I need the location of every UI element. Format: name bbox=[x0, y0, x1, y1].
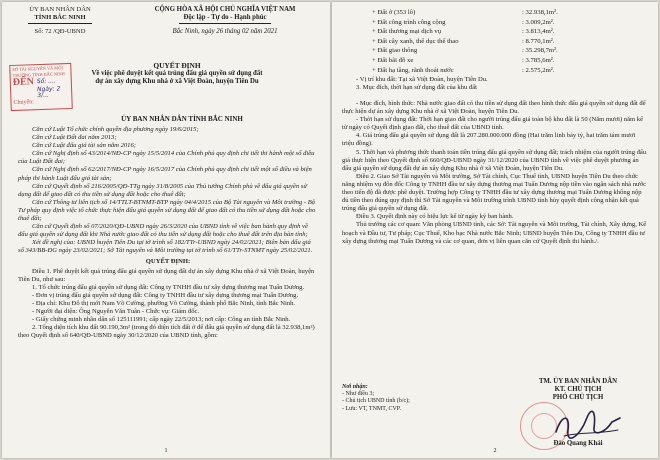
page-number-1: 1 bbox=[164, 448, 168, 454]
recipients bbox=[342, 384, 462, 413]
legal-basis-7: Căn cứ Thông tư liên tịch số 14/TTLT-BTNMT-BTP ngày 04/4/2015 của Bộ Tài nguyên và Môi trường - Bộ Tư pháp quy định việc tổ chức thực hiện đấu giá quyền sử dụng đất để giao đất có thu tiền sử dụng đất hoặc cho thuê đất; bbox=[18, 198, 316, 223]
land-value: : 3.813,4m². bbox=[522, 28, 555, 36]
legal-basis-4: Căn cứ Nghị định số 43/2014/NĐ-CP ngày 15/5/2014 của Chính phủ quy định chi tiết thi hành một số điều của Luật Đất đai; bbox=[18, 150, 315, 166]
recipient-item: - Như điều 3; bbox=[342, 391, 375, 398]
decides-heading: QUYẾT ĐỊNH: bbox=[145, 257, 191, 265]
land-location: - Vị trí khu đất: Tại xã Việt Đoàn, huyện Tiên Du. bbox=[356, 76, 488, 83]
land-label: + Đất thương mại dịch vụ bbox=[372, 28, 442, 36]
decision-subject-2: dự án xây dựng Khu nhà ở xã Việt Đoàn, huyện Tiên Du bbox=[95, 78, 259, 85]
implementation-clause: Thủ trưởng các cơ quan: Văn phòng UBND tỉnh, các Sở: Tài nguyên và Môi trường, Tài chính, Xây dựng, Kế hoạch và Đầu tư, Tư pháp; Cục Thuế, Kho bạc Nhà nước Bắc Ninh; UBND huyện Tiên Du, Công ty TNHH đầu tư xây dựng thương mại Tuấn Dương và các cơ quan, đơn vị liên quan căn cứ Quyết định thi hành./. bbox=[342, 221, 647, 245]
legal-basis-3: Căn cứ Luật đấu giá tài sản năm 2016; bbox=[32, 142, 136, 150]
winner-name: - Đơn vị trúng đấu giá quyền sử dụng đất: Công ty TNHH đầu tư xây dựng thương mại Tuấn Dương. bbox=[32, 291, 299, 299]
page-number-2: 2 bbox=[493, 448, 497, 454]
legal-basis-6: Căn cứ Quyết định số 216/2005/QĐ-TTg ngày 31/8/2005 của Thủ tướng Chính phủ về đấu giá quyền sử dụng đất để giao đất có thu tiền sử dụng đất hoặc cho thuê đất; bbox=[18, 182, 307, 198]
issuing-authority: ỦY BAN NHÂN DÂN TỈNH BẮC NINH bbox=[121, 115, 243, 123]
land-row bbox=[372, 66, 622, 76]
received-stamp bbox=[9, 63, 73, 111]
land-value: : 32.938,1m². bbox=[522, 9, 558, 16]
land-label: + Đất bãi đỗ xe bbox=[372, 56, 414, 64]
winner-address: - Địa chỉ: Khu Đô thị mới Nam Võ Cường, phường Võ Cường, thành phố Bắc Ninh, tỉnh Bắc Ninh. bbox=[32, 299, 296, 307]
national-title: CỘNG HÒA XÃ HỘI CHỦ NGHĨA VIỆT NAM bbox=[154, 6, 296, 13]
land-label: + Đất cây xanh, thể dục thể thao bbox=[372, 37, 459, 45]
issuer-header bbox=[10, 6, 110, 36]
winner-representative: - Người đại diện: Ông Nguyễn Văn Tuân - Chức vụ: Giám đốc. bbox=[32, 308, 200, 316]
land-value: : 3.009,2m². bbox=[522, 18, 555, 26]
winning-price: 4. Giá trúng đấu giá quyền sử dụng đất là 207.280.000.000 đồng (Hai trăm linh bảy tỷ, hai trăm tám mươi triệu đồng). bbox=[342, 132, 636, 148]
land-label: + Đất hạ tầng, rãnh thoát nước bbox=[372, 66, 454, 74]
article-3: Điều 3. Quyết định này có hiệu lực kể từ ngày ký ban hành. bbox=[356, 213, 514, 221]
issuer-underline bbox=[28, 23, 92, 24]
land-purpose-heading: 3. Mục đích, thời hạn sử dụng đất của khu đất bbox=[356, 84, 477, 92]
land-label: + Đất ở (353 lô) bbox=[372, 9, 416, 16]
land-purpose: - Mục đích, hình thức: Nhà nước giao đất có thu tiền sử dụng đất theo hình thức đấu giá quyền sử dụng đất để thực hiện dự án xây dựng Khu nhà ở xã Việt Đoàn, huyện Tiên Du. bbox=[342, 100, 646, 116]
decision-heading: QUYẾT ĐỊNH bbox=[153, 61, 201, 70]
handwritten-signature-icon bbox=[552, 410, 624, 442]
total-area: 2. Tổng diện tích khu đất 90.190,3m² (trong đó diện tích đất ở để đấu giá quyền sử dụng đất là 32.938,1m²) theo Quyết định số 640/QĐ-UBND ngày 30/12/2020 của UBND tỉnh, gồm: bbox=[18, 324, 315, 340]
article-1-item-1: 1. Tổ chức trúng đấu giá quyền sử dụng đất: Công ty TNHH đầu tư xây dựng thương mại Tuấn Dương. bbox=[32, 283, 305, 291]
stamp-so: Số: .... bbox=[36, 77, 56, 86]
land-value: : 8.770,1m². bbox=[522, 37, 555, 45]
stamp-den: ĐẾN bbox=[12, 76, 35, 88]
land-row bbox=[372, 37, 622, 47]
decision-subject-1: Về việc phê duyệt kết quả trúng đấu giá quyền sử dụng đất bbox=[91, 70, 263, 77]
recipients-title: Nơi nhận: bbox=[342, 384, 368, 390]
land-term: - Thời hạn sử dụng đất: Thời hạn giao đất cho người trúng đấu giá toàn bộ khu đất là 50 (Năm mươi) năm kể từ ngày có Quyết định giao đất, cho thuê đất của UBND tỉnh. bbox=[342, 116, 644, 132]
land-row bbox=[372, 27, 622, 37]
land-row bbox=[372, 18, 622, 28]
decision-title bbox=[62, 62, 292, 86]
winner-id-card: - Giấy chứng minh nhân dân số 125111991; cấp ngày 22/5/2013; nơi cấp: Công an tỉnh Bắc Ninh. bbox=[32, 316, 291, 324]
land-value: : 35.298,7m². bbox=[522, 47, 558, 55]
article-2: Điều 2. Giao Sở Tài nguyên và Môi trường, Sở Tài chính, Cục Thuế tỉnh, UBND huyện Tiên Du theo chức năng nhiệm vụ đôn đốc Công ty TNHH đầu tư xây dựng thương mại Tuấn Dương nộp tiền vào ngân sách nhà nước theo tiến độ đã được phê duyệt. Trường hợp Công ty TNHH đầu tư xây dựng thương mại Tuấn Dương không nộp đủ tiền theo đúng quy định thì Sở Tài nguyên và Môi trường trình UBND tỉnh hủy quyết định công nhận kết quả trúng đấu giá quyền sử dụng đất. bbox=[342, 172, 647, 213]
stamp-chuyen: Chuyển: bbox=[13, 99, 34, 106]
recipient-item: - Lưu: VT, TNMT, CVP. bbox=[342, 405, 401, 412]
national-header bbox=[122, 6, 328, 36]
page-2-body bbox=[342, 100, 648, 246]
page-1-body bbox=[18, 126, 318, 340]
signer-org: TM. ỦY BAN NHÂN DÂN bbox=[538, 378, 618, 385]
legal-basis-5: Căn cứ Nghị định số 62/2017/NĐ-CP ngày 16/5/2017 của Chính phủ quy định chi tiết một số điều và biện pháp thi hành Luật đấu giá tài sản; bbox=[18, 166, 312, 182]
land-value: : 3.785,6m². bbox=[522, 56, 555, 64]
article-1: Điều 1. Phê duyệt kết quả trúng đấu giá quyền sử dụng đất dự án xây dựng Khu nhà ở xã Việt Đoàn, huyện Tiên Du, như sau: bbox=[18, 267, 315, 283]
proposal-basis: Xét đề nghị của: UBND huyện Tiên Du tại tờ trình số 182/TTr-UBND ngày 24/02/2021; Biên bản đấu giá số 343/BB-ĐG ngày 23/02/2021; Sở Tài nguyên và Môi trường tại tờ trình số 61/TTr-STNMT ngày 25/02/2021. bbox=[18, 239, 313, 255]
signer-role-2: PHÓ CHỦ TỊCH bbox=[552, 394, 604, 401]
page-2-body-top bbox=[342, 76, 648, 92]
issuer-line-2: TỈNH BẮC NINH bbox=[34, 14, 86, 21]
page-1 bbox=[2, 2, 330, 458]
legal-basis-8: Căn cứ Quyết định số 07/2020/QĐ-UBND ngày 26/3/2020 của UBND tỉnh về việc ban hành quy định về đấu giá quyền sử dụng đất khi Nhà nước giao đất có thu tiền sử dụng đất hoặc cho thuê đất trên địa bàn tỉnh; bbox=[18, 223, 308, 239]
signature-block bbox=[508, 378, 648, 402]
stamp-agency: SỞ TÀI NGUYÊN VÀ MÔI TRƯỜNG TỈNH BẮC NINH bbox=[12, 65, 65, 78]
legal-basis-2: Căn cứ Luật Đất đai năm 2013; bbox=[32, 134, 117, 142]
decision-number: Số: 72 /QĐ-UBND bbox=[34, 28, 86, 35]
national-motto: Độc lập - Tự do - Hạnh phúc bbox=[183, 14, 267, 21]
issue-date: Bắc Ninh, ngày 26 tháng 02 năm 2021 bbox=[172, 28, 278, 35]
signer-role-1: KT. CHỦ TỊCH bbox=[554, 386, 602, 393]
land-label: + Đất giao thông bbox=[372, 47, 418, 55]
land-row bbox=[372, 8, 622, 18]
recipient-item: - Chủ tịch UBND tỉnh (b/c); bbox=[342, 398, 410, 405]
legal-basis-1: Căn cứ Luật Tổ chức chính quyền địa phương ngày 19/6/2015; bbox=[32, 126, 199, 133]
land-value: : 2.575,2m². bbox=[522, 66, 555, 74]
payment-terms: 5. Thời hạn và phương thức thanh toán tiền trúng đấu giá quyền sử dụng đất; trách nhiệm của người trúng đấu giá thực hiện theo Quyết định số 660/QĐ-UBND ngày 31/12/2020 của UBND tỉnh về việc phê duyệt phương án đấu giá quyền sử dụng đất dự án xây dựng Khu nhà ở xã Việt Đoàn, huyện Tiên Du. bbox=[342, 148, 647, 172]
page-2 bbox=[332, 2, 658, 458]
land-row bbox=[372, 56, 622, 66]
signer-name: Đào Quang Khải bbox=[553, 440, 603, 447]
stamp-ngay: Ngày: 2 3/... bbox=[36, 85, 61, 100]
land-use-list bbox=[372, 8, 622, 75]
land-row bbox=[372, 46, 622, 56]
issuer-line-1: ỦY BAN NHÂN DÂN bbox=[29, 6, 91, 13]
land-label: + Đất công trình công cộng bbox=[372, 18, 446, 26]
motto-underline bbox=[179, 23, 271, 24]
